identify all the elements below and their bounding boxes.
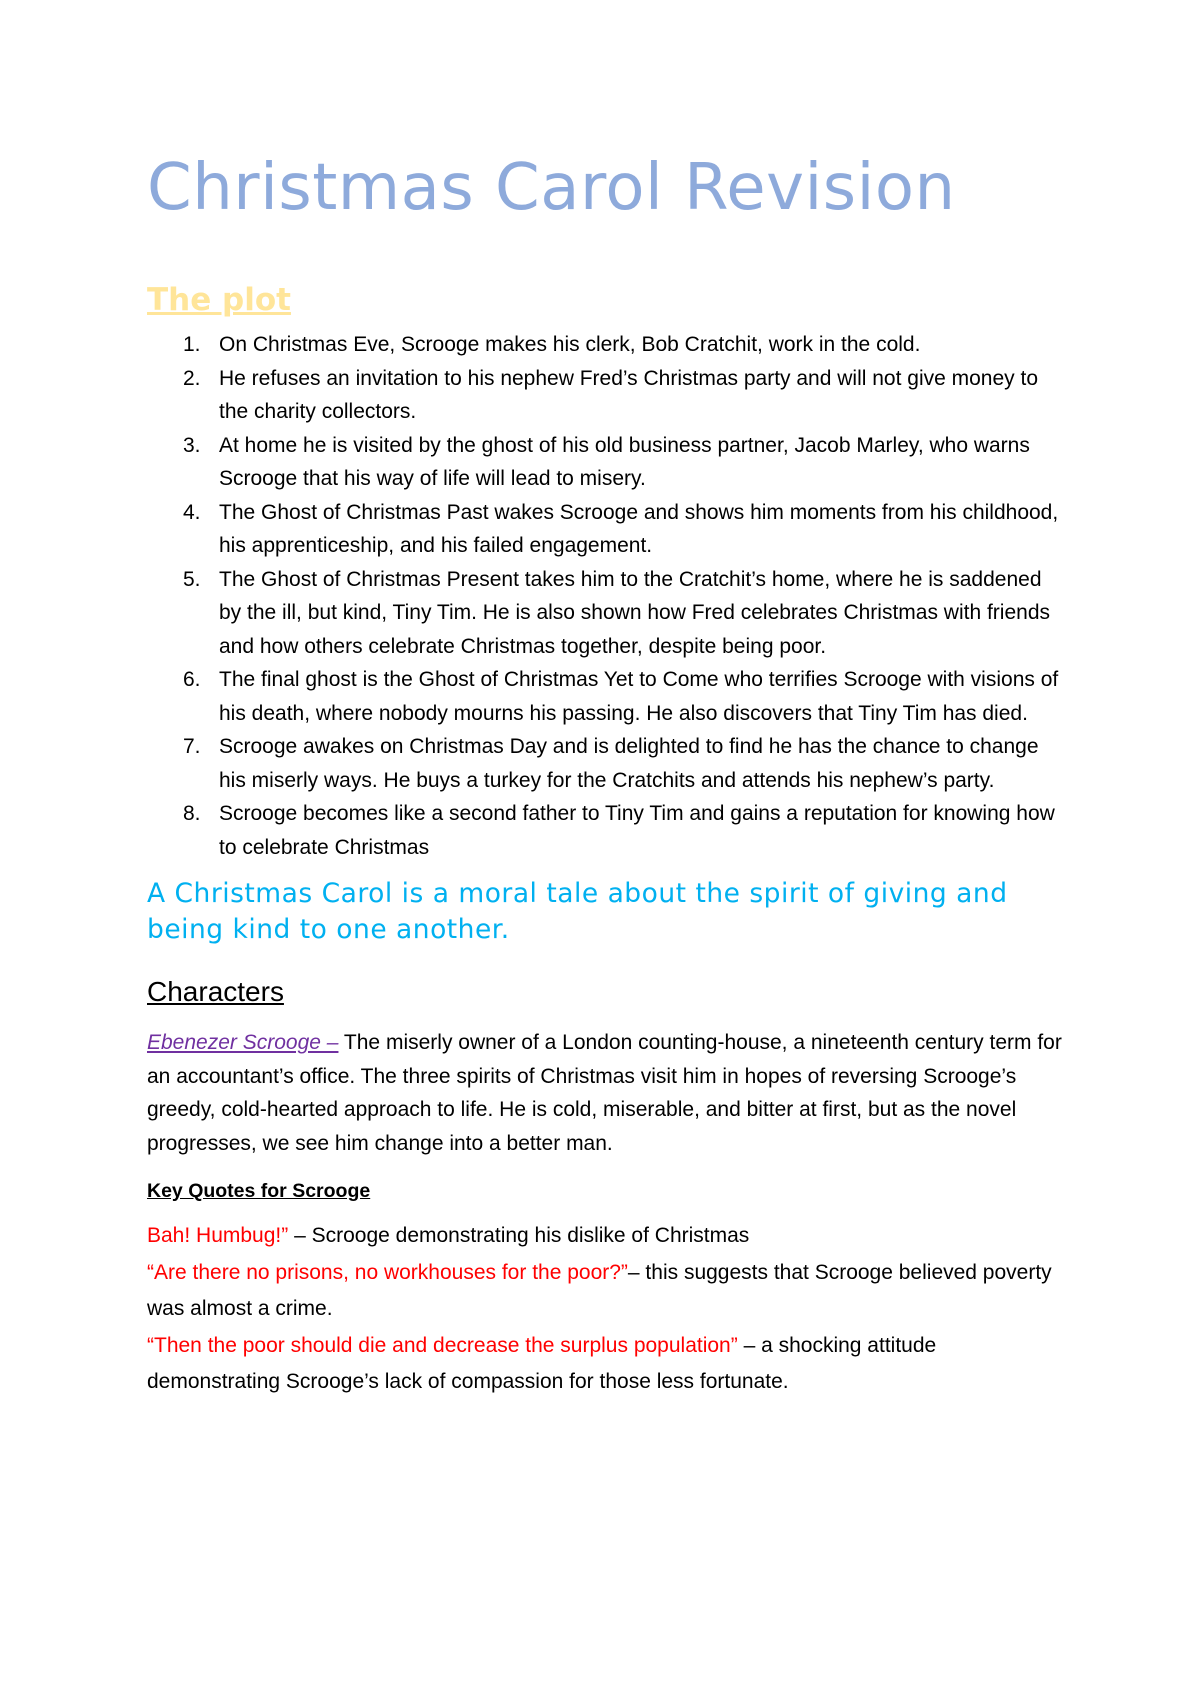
quote-comment: – Scrooge demonstrating his dislike of Christmas xyxy=(288,1224,750,1247)
key-quotes-block xyxy=(147,1218,1067,1401)
quote-comment: – a shocking attitude demonstrating Scrooge’s lack of compassion for those less fortunate. xyxy=(147,1333,937,1393)
quote-comment: – this suggests that Scrooge believed poverty was almost a crime. xyxy=(147,1260,1052,1320)
plot-item-number: 3. xyxy=(183,433,201,457)
plot-item-number: 6. xyxy=(183,668,201,691)
quote-text: “Are there no prisons, no workhouses for the poor?” xyxy=(147,1260,628,1284)
document-title: Christmas Carol Revision xyxy=(147,151,956,225)
plot-item-text: The Ghost of Christmas Present takes him to the Cratchit’s home, where he is saddened by the ill, but kind, Tiny Tim. He is also shown how Fred celebrates Christmas with friends and how others celebrate Christmas together, despite being poor. xyxy=(219,567,1050,658)
plot-item xyxy=(147,563,1067,664)
character-name-link[interactable]: Ebenezer Scrooge – xyxy=(147,1031,339,1054)
character-description: The miserly owner of a London counting-house, a nineteenth century term for an accountant’s office. The three spirits of Christmas visit him in hopes of reversing Scrooge’s greedy, cold-hearted approach to life. He is cold, miserable, and bitter at first, but as the novel progresses, we see him change into a better man. xyxy=(147,1031,1062,1155)
characters-heading: Characters xyxy=(147,976,284,1007)
plot-item-number: 8. xyxy=(183,802,201,825)
quote-text: “Then the poor should die and decrease the surplus population” xyxy=(147,1333,744,1357)
plot-heading: The plot xyxy=(147,282,291,318)
plot-item-number: 5. xyxy=(183,567,201,591)
plot-item-number: 7. xyxy=(183,735,201,758)
plot-item xyxy=(147,429,1067,496)
plot-item-text: The Ghost of Christmas Past wakes Scrooge and shows him moments from his childhood, his apprenticeship, and his failed engagement. xyxy=(219,500,1059,557)
plot-item-text: Scrooge becomes like a second father to Tiny Tim and gains a reputation for knowing how to celebrate Christmas xyxy=(219,802,1055,859)
plot-list xyxy=(147,328,1067,864)
plot-item-number: 1. xyxy=(183,333,201,356)
quote-text: Bah! Humbug!” xyxy=(147,1224,289,1247)
plot-item xyxy=(147,328,1067,362)
plot-item-number: 4. xyxy=(183,500,201,524)
plot-item-number: 2. xyxy=(183,366,201,390)
plot-item-text: He refuses an invitation to his nephew Fred’s Christmas party and will not give money to the charity collectors. xyxy=(219,366,1039,423)
plot-item xyxy=(147,730,1067,797)
character-scrooge-paragraph xyxy=(147,1026,1067,1160)
key-quotes-heading: Key Quotes for Scrooge xyxy=(147,1180,371,1202)
plot-item xyxy=(147,496,1067,563)
plot-item-text: On Christmas Eve, Scrooge makes his clerk, Bob Cratchit, work in the cold. xyxy=(219,333,921,356)
plot-item xyxy=(147,797,1067,864)
moral-statement: A Christmas Carol is a moral tale about the spirit of giving and being kind to one another. xyxy=(147,878,1008,945)
document-page xyxy=(147,140,1067,1401)
plot-item-text: At home he is visited by the ghost of his old business partner, Jacob Marley, who warns Scrooge that his way of life will lead to misery. xyxy=(219,433,1030,490)
plot-item xyxy=(147,362,1067,429)
plot-item-text: Scrooge awakes on Christmas Day and is delighted to find he has the chance to change his miserly ways. He buys a turkey for the Cratchits and attends his nephew’s party. xyxy=(219,735,1039,792)
plot-item xyxy=(147,663,1067,730)
plot-item-text: The final ghost is the Ghost of Christmas Yet to Come who terrifies Scrooge with visions of his death, where nobody mourns his passing. He also discovers that Tiny Tim has died. xyxy=(219,668,1059,725)
